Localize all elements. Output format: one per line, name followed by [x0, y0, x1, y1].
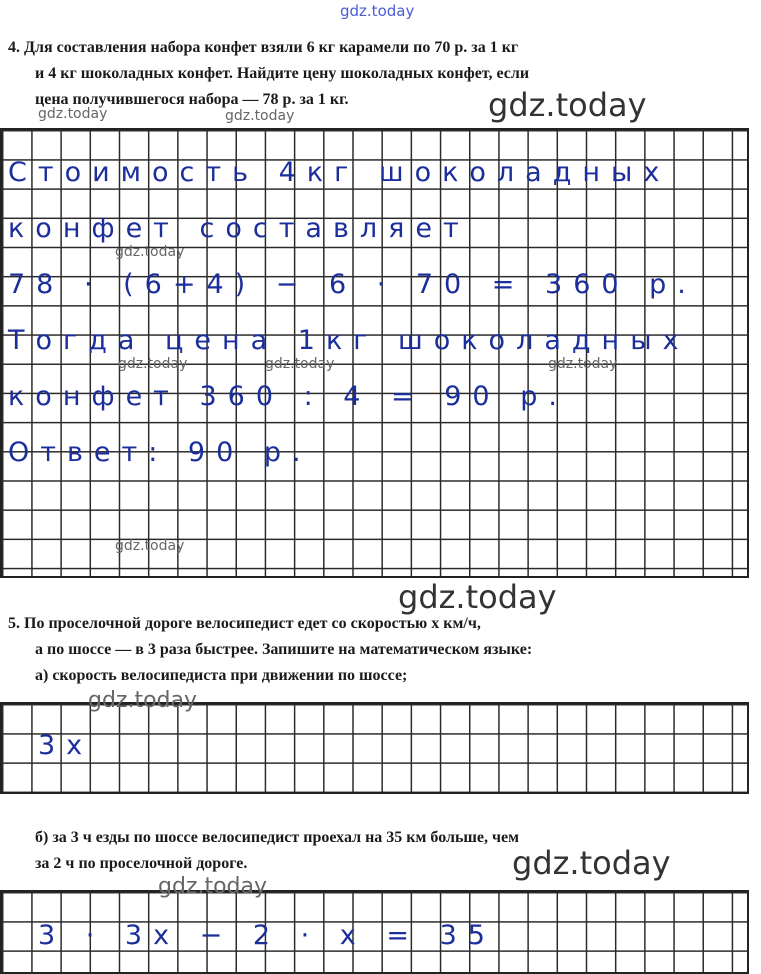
watermark-small: gdz.today: [548, 356, 618, 372]
watermark-large: gdz.today: [488, 86, 647, 124]
task4-line-2: и 4 кг шоколадных конфет. Найдите цену шоколадных конфет, если: [35, 65, 530, 82]
task4-answer-line-6: Ответ: 90 р.: [8, 437, 312, 468]
task4-answer-line-2: конфет составляет: [8, 213, 470, 244]
task5a-answer-grid: [0, 702, 749, 794]
watermark-medium: gdz.today: [158, 874, 268, 899]
task4-line-3: цена получившегося набора — 78 р. за 1 кг.: [35, 91, 349, 108]
task5-line-2: а по шоссе — в 3 раза быстрее. Запишите на математическом языке:: [35, 641, 533, 658]
task5b-line-2: за 2 ч по проселочной дороге.: [35, 855, 248, 872]
watermark-large: gdz.today: [398, 578, 557, 616]
task5b-handwritten-answer: 3 · 3x − 2 · x = 35: [38, 920, 496, 951]
watermark-large: gdz.today: [512, 844, 671, 882]
task5b-line-1: б) за 3 ч езды по шоссе велосипедист проехал на 35 км больше, чем: [35, 829, 520, 846]
watermark-small: gdz.today: [118, 356, 188, 372]
watermark-small: gdz.today: [38, 106, 108, 122]
watermark-small: gdz.today: [225, 108, 295, 124]
watermark-medium: gdz.today: [88, 688, 198, 713]
watermark-small: gdz.today: [265, 356, 335, 372]
task4-answer-line-5: конфет 360 : 4 = 90 р.: [8, 381, 568, 412]
task4-answer-line-1: Стоимость 4кг шоколадных: [8, 157, 671, 188]
task5-line-3: а) скорость велосипедиста при движении по шоссе;: [35, 667, 408, 684]
task4-line-1: 4. Для составления набора конфет взяли 6 кг карамели по 70 р. за 1 кг: [8, 39, 519, 56]
task5a-handwritten-answer: 3x: [38, 730, 94, 761]
watermark-small: gdz.today: [115, 538, 185, 554]
task4-answer-line-3: 78 · (6+4) − 6 · 70 = 360 р.: [8, 269, 697, 300]
watermark-top: gdz.today: [340, 2, 415, 20]
task4-answer-line-4: Тогда цена 1кг шоколадных: [8, 325, 690, 356]
task5-line-1: 5. По проселочной дороге велосипедист едет со скоростью x км/ч,: [8, 615, 481, 632]
watermark-small: gdz.today: [115, 244, 185, 260]
